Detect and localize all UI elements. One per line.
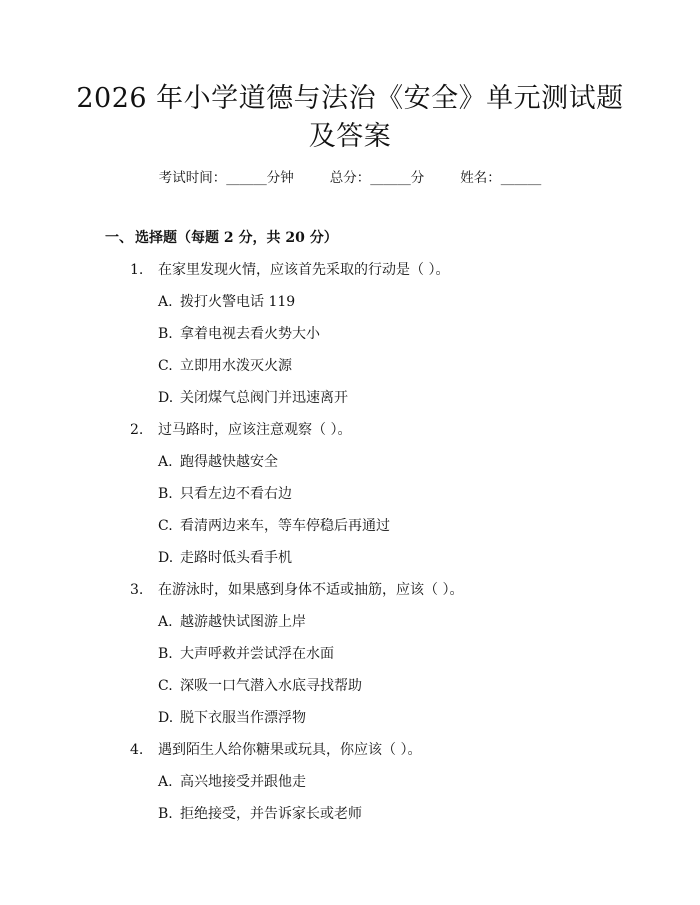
question-3-option-c (158, 676, 362, 696)
exam-meta-line (0, 168, 700, 188)
option-letter: A. (158, 614, 173, 630)
question-1-option-b (158, 324, 320, 344)
exam-time-field: 考试时间：______分钟 (158, 170, 294, 186)
option-letter: C. (158, 678, 173, 694)
question-2 (130, 420, 351, 440)
option-text: 拨打火警电话 119 (180, 294, 296, 310)
option-text: 立即用水泼灭火源 (180, 358, 292, 374)
section-title: 选择题（每题 2 分，共 20 分） (135, 230, 338, 246)
option-letter: C. (158, 358, 173, 374)
exam-title-line-2: 及答案 (308, 121, 392, 152)
question-number: 3. (130, 582, 144, 598)
question-2-option-a (158, 452, 278, 472)
option-letter: B. (158, 646, 173, 662)
option-letter: A. (158, 454, 173, 470)
question-1-option-d (158, 388, 348, 408)
option-letter: C. (158, 518, 173, 534)
question-2-option-c (158, 516, 390, 536)
option-text: 拒绝接受，并告诉家长或老师 (180, 806, 362, 822)
option-text: 拿着电视去看火势大小 (180, 326, 320, 342)
question-3-option-d (158, 708, 306, 728)
question-1-option-a (158, 292, 295, 312)
question-text: 遇到陌生人给你糖果或玩具，你应该（ ）。 (158, 742, 422, 758)
question-3-option-a (158, 612, 306, 632)
question-number: 1. (130, 262, 144, 278)
option-letter: B. (158, 326, 173, 342)
question-4-option-b (158, 804, 362, 824)
option-text: 只看左边不看右边 (180, 486, 292, 502)
question-4 (130, 740, 421, 760)
option-text: 走路时低头看手机 (180, 550, 292, 566)
question-3-option-b (158, 644, 334, 664)
option-text: 脱下衣服当作漂浮物 (180, 710, 306, 726)
option-text: 跑得越快越安全 (180, 454, 278, 470)
question-3 (130, 580, 463, 600)
option-text: 深吸一口气潜入水底寻找帮助 (180, 678, 362, 694)
option-text: 大声呼救并尝试浮在水面 (180, 646, 334, 662)
question-1 (130, 260, 449, 280)
question-text: 在游泳时，如果感到身体不适或抽筋，应该（ ）。 (158, 582, 464, 598)
section-number: 一、 (105, 230, 133, 246)
option-text: 关闭煤气总阀门并迅速离开 (180, 390, 348, 406)
question-number: 4. (130, 742, 144, 758)
option-letter: B. (158, 806, 173, 822)
student-name-field: 姓名：______ (460, 170, 542, 186)
total-score-field: 总分：______分 (329, 170, 425, 186)
option-text: 越游越快试图游上岸 (180, 614, 306, 630)
option-letter: D. (158, 550, 174, 566)
option-letter: D. (158, 390, 174, 406)
question-1-option-c (158, 356, 292, 376)
section-heading (105, 228, 338, 248)
exam-title-line-1: 2026 年小学道德与法治《安全》单元测试题 (76, 83, 624, 114)
question-4-option-a (158, 772, 306, 792)
question-2-option-d (158, 548, 292, 568)
option-letter: A. (158, 774, 173, 790)
option-letter: A. (158, 294, 173, 310)
question-2-option-b (158, 484, 292, 504)
question-text: 过马路时，应该注意观察（ ）。 (158, 422, 352, 438)
option-text: 看清两边来车，等车停稳后再通过 (180, 518, 390, 534)
option-letter: D. (158, 710, 174, 726)
question-text: 在家里发现火情，应该首先采取的行动是（ ）。 (158, 262, 450, 278)
option-letter: B. (158, 486, 173, 502)
option-text: 高兴地接受并跟他走 (180, 774, 306, 790)
question-number: 2. (130, 422, 144, 438)
